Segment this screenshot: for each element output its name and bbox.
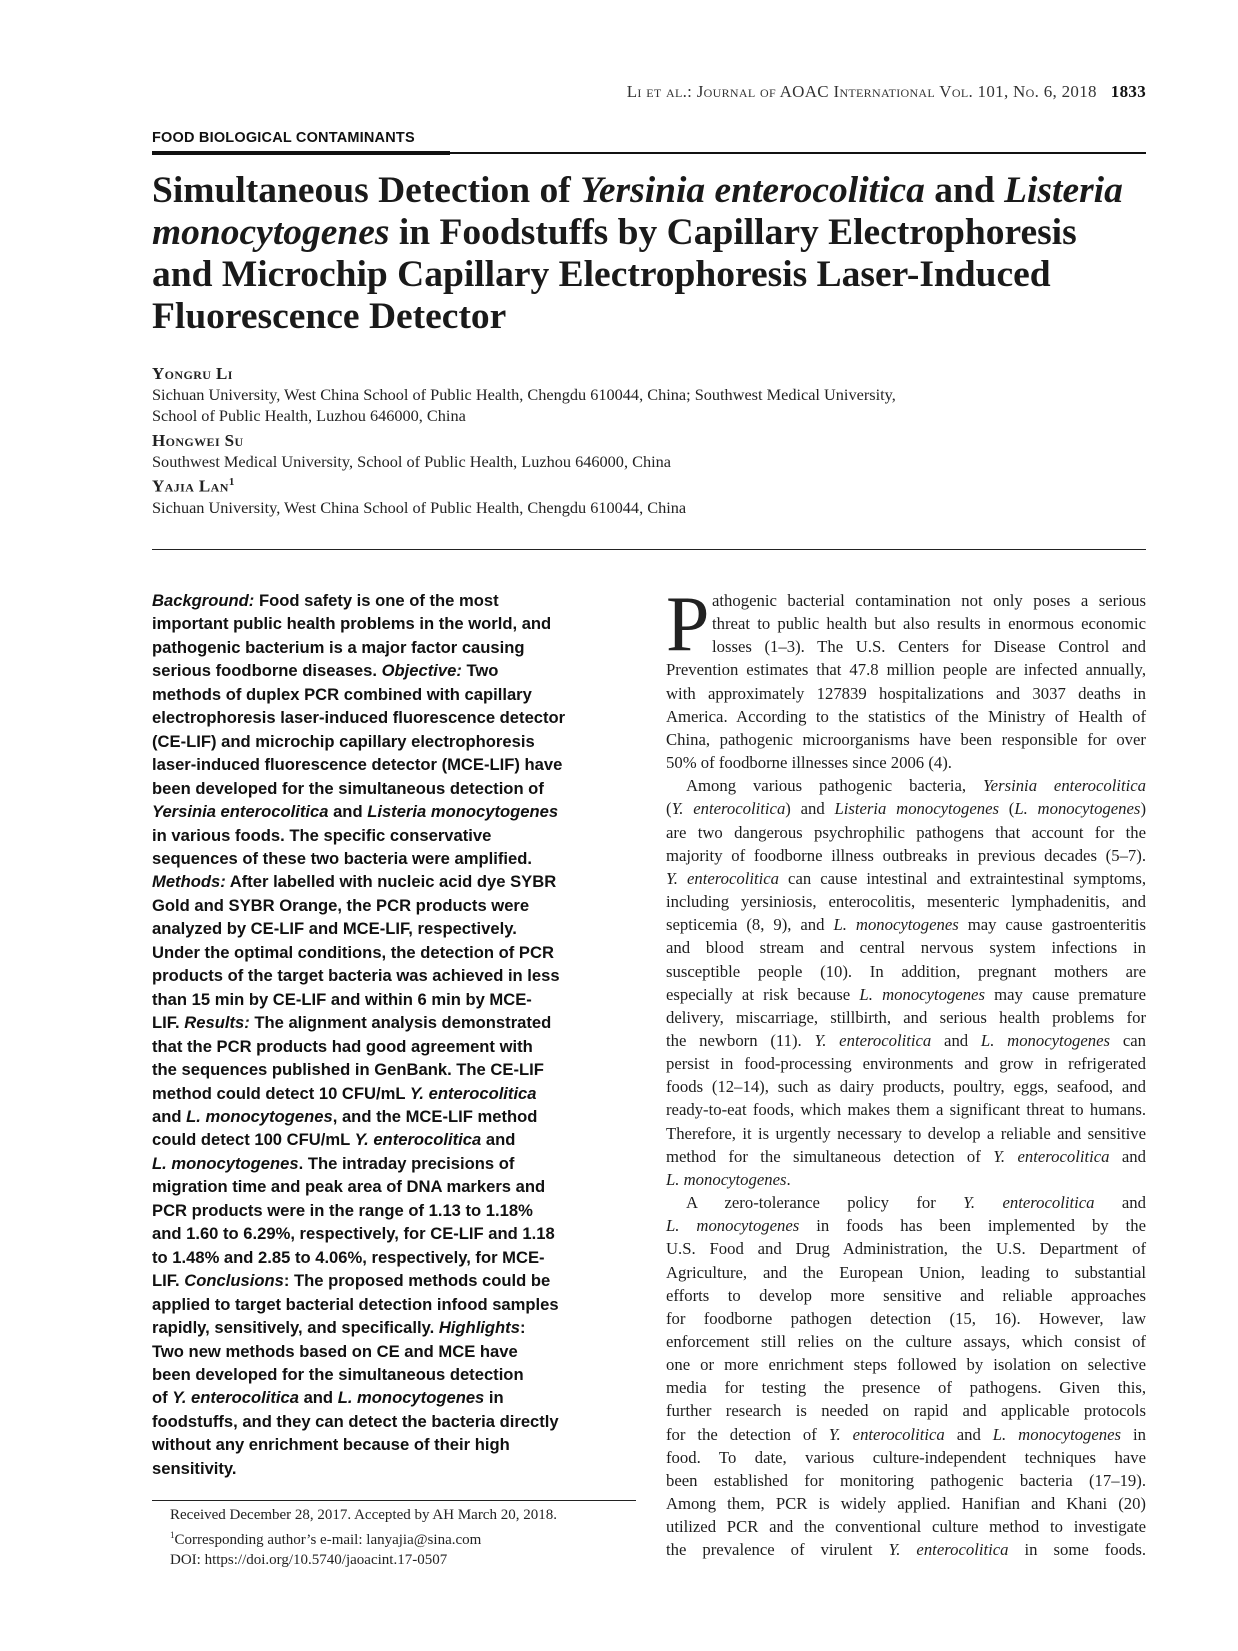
title-line-4: Fluorescence Detector	[152, 296, 507, 337]
title-line-2: monocytogenes in Foodstuffs by Capillary Electrophoresis	[152, 212, 1077, 253]
abstract: Background: Food safety is one of the most important public health problems in the world, and pathogenic bacterium is a major factor causing serious foodborne diseases. Objective: Two methods of duplex PCR combined with capillary electrophoresis laser-induced fluorescence detector (CE-LIF) and microchip capillary electrophoresis laser-induced fluorescence detector (MCE-LIF) have been developed for the simultaneous detection of Yersinia enterocolitica and Listeria monocytogenes in various foods. The specific conservative sequences of these two bacteria were amplified. Methods: After labelled with nucleic acid dye SYBR Gold and SYBR Orange, the PCR products were analyzed by CE-LIF and MCE-LIF, respectively. Under the optimal conditions, the detection of PCR products of the target bacteria was achieved in less than 15 min by CE-LIF and within 6 min by MCE- LIF. Results: The alignment analysis demonstrated that the PCR products had good agreement with the sequences published in GenBank. The CE-LIF method could detect 10 CFU/mL Y. enterocolitica and L. monocytogenes, and the MCE-LIF method could detect 100 CFU/mL Y. enterocolitica and L. monocytogenes. The intraday precisions of migration time and peak area of DNA markers and PCR products were in the range of 1.13 to 1.18% and 1.60 to 6.29%, respectively, for CE-LIF and 1.18 to 1.48% and 2.85 to 4.06%, respectively, for MCE- LIF. Conclusions: The proposed methods could be applied to target bacterial detection infood samples rapidly, sensitively, and specifically. Highlights: Two new methods based on CE and MCE have been developed for the simultaneous detection of Y. enterocolitica and L. monocytogenes in foodstuffs, and they can detect the bacteria directly without any enrichment because of their high sensitivity.	[152, 591, 566, 1478]
paragraph-2: Among various pathogenic bacteria, Yersinia enterocolitica (Y. enterocolitica) and Listeria monocytogenes (L. monocytogenes) are two dangerous psychrophilic pathogens that account for the majority of foodborne illness outbreaks in previous decades (5–7). Y. enterocolitica can cause intestinal and extraintestinal symptoms, including yersiniosis, enterocolitis, mesenteric lymphadenitis, and septicemia (8, 9), and L. monocytogenes may cause gastroenteritis and blood stream and central nervous system infections in susceptible people (10). In addition, pregnant mothers are especially at risk because L. monocytogenes may cause premature delivery, miscarriage, stillbirth, and serious health problems for the newborn (11). Y. enterocolitica and L. monocytogenes can persist in food-processing environments and grow in refrigerated foods (12–14), such as dairy products, poultry, eggs, seafood, and ready-to-eat foods, which makes them a significant threat to humans. Therefore, it is urgently necessary to develop a reliable and sensitive method for the simultaneous detection of Y. enterocolitica and L. monocytogenes.	[666, 776, 1146, 1189]
footnote-rule	[152, 1500, 636, 1501]
section-label: FOOD BIOLOGICAL CONTAMINANTS	[152, 130, 415, 146]
doi-link[interactable]: DOI: https://doi.org/10.5740/jaoacint.17-0507	[170, 1552, 448, 1568]
section-rule-thick	[152, 151, 450, 155]
article-title	[152, 170, 1152, 338]
corresponding-note: $^1$Corresponding author’s e-mail: lanyajia@sina.com	[170, 1530, 482, 1548]
received-note: Received December 28, 2017. Accepted by AH March 20, 2018.	[170, 1507, 557, 1523]
author-affiliation: Sichuan University, West China School of Public Health, Chengdu 610044, China	[152, 497, 687, 517]
header-divider	[152, 549, 1146, 550]
page-number: 1833	[1110, 82, 1146, 101]
running-head	[627, 82, 1146, 102]
title-line-3: and Microchip Capillary Electrophoresis Laser-Induced	[152, 254, 1051, 295]
paragraph-1: P athogenic bacterial contamination not only poses a serious threat to public health but also results in enormous economic losses (1–3). The U.S. Centers for Disease Control and Prevention estimates that 47.8 million people are infected annually, with approximately 127839 hospitalizations and 3037 deaths in America. According to the statistics of the Ministry of Health of China, pathogenic microorganisms have been responsible for over 50% of foodborne illnesses since 2006 (4).	[666, 580, 1146, 773]
paragraph-3: A zero-tolerance policy for Y. enterocolitica and L. monocytogenes in foods has been implemented by the U.S. Food and Drug Administration, the U.S. Department of Agriculture, and the European Union, leading to substantial efforts to develop more sensitive and reliable approaches for foodborne pathogen detection (15, 16). However, law enforcement still relies on the culture assays, which consist of one or more enrichment steps followed by isolation on selective media for testing the presence of pathogens. Given this, further research is needed on rapid and applicable protocols for the detection of Y. enterocolitica and L. monocytogenes in food. To date, various culture-independent techniques have been established for monitoring pathogenic bacteria (17–19). Among them, PCR is widely applied. Hanifian and Khani (20) utilized PCR and the conventional culture method to investigate the prevalence of virulent Y. enterocolitica in some foods.	[666, 1193, 1147, 1560]
author-name: Yongru Li	[152, 364, 233, 383]
footnotes	[170, 1505, 557, 1570]
body-text	[666, 580, 1147, 1562]
section-rule-thin	[450, 152, 1146, 154]
author-affiliation: Sichuan University, West China School of Public Health, Chengdu 610044, China; Southwest Medical University,	[152, 385, 896, 404]
author-name: Yajia Lan$^1$	[152, 476, 235, 496]
author-affiliation: School of Public Health, Luzhou 646000, China	[152, 406, 466, 425]
running-head-text: Li et al.: Journal of AOAC International Vol. 101, No. 6, 2018	[626, 82, 1097, 101]
author-block	[152, 363, 1152, 518]
author-name: Hongwei Su	[152, 431, 244, 450]
drop-cap: P	[666, 580, 710, 667]
author-affiliation: Southwest Medical University, School of Public Health, Luzhou 646000, China	[152, 452, 671, 471]
title-line-1: Simultaneous Detection of Yersinia enterocolitica and Listeria	[152, 170, 1123, 211]
